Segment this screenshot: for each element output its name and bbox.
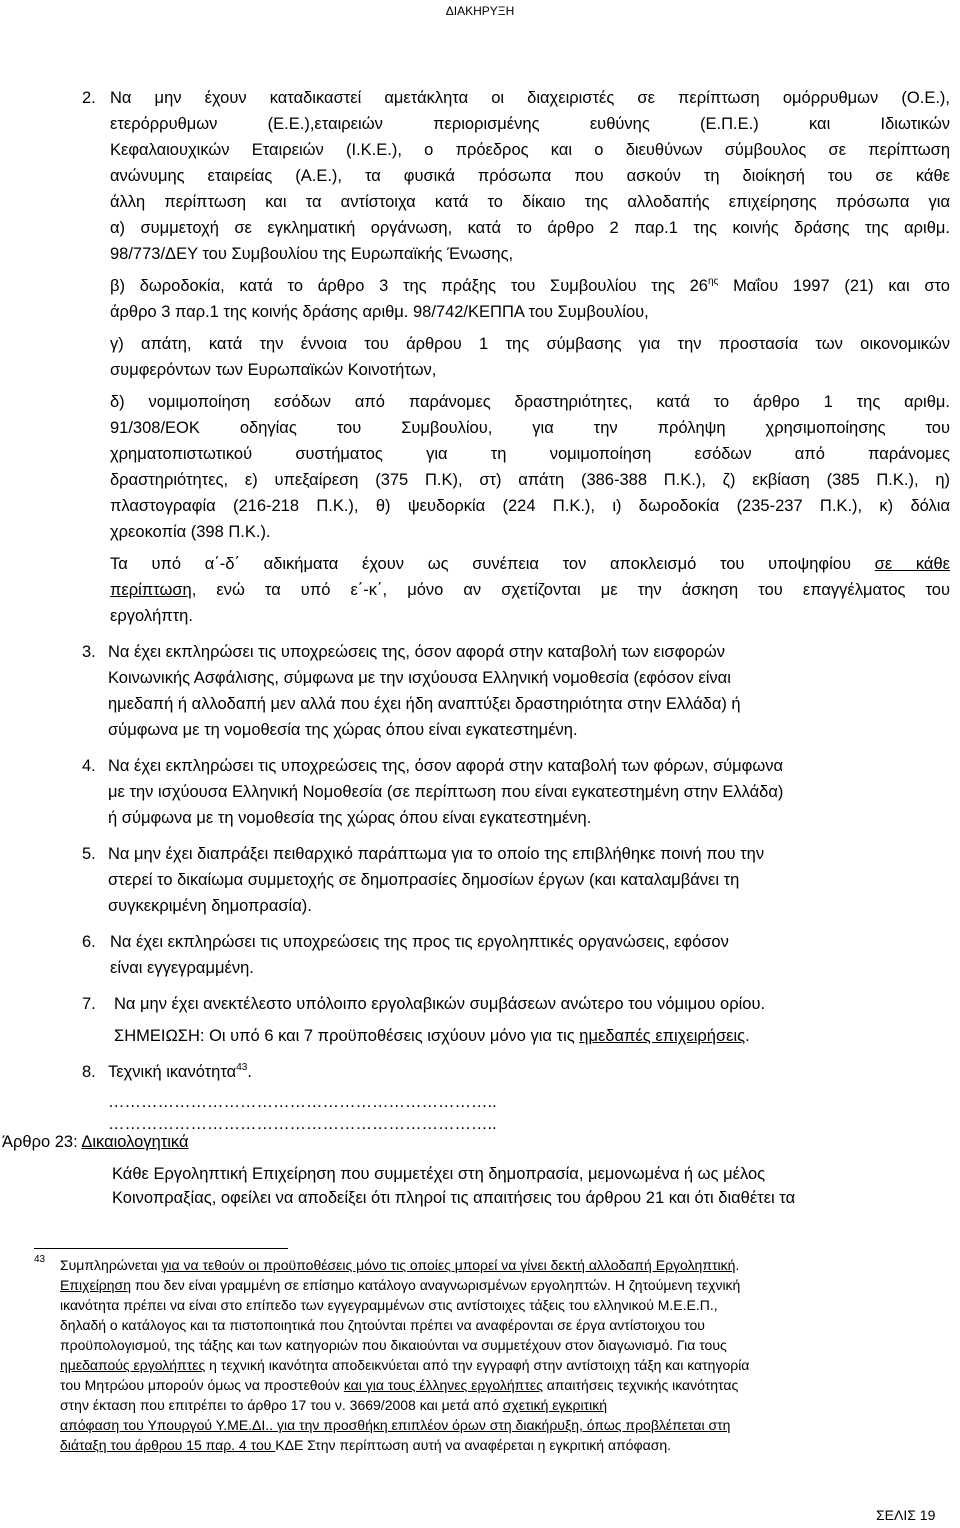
offense-d-line-5: πλαστογραφία (216-218 Π.Κ.), θ) ψευδορκία (224 Π.Κ.), ι) δωροδοκία (235-237 Π.Κ.), κ) δόλια (110, 497, 950, 515)
item-5-line-1: Να μην έχει διαπράξει πειθαρχικό παράπτωμα για το οποίο της επιβλήθηκε ποινή που την (108, 845, 765, 863)
footnote-line-5: προϋπολογισμού, της τάξης και των κατηγοριών που δικαιούνται να συμμετέχουν στον διαγωνισμό. Για τους (60, 1337, 727, 1353)
item-2-line-2: ετερόρρυθμων (Ε.Ε.),εταιρειών περιορισμένης ευθύνης (Ε.Π.Ε.) και Ιδιωτικών (110, 115, 950, 133)
footnote-line-1: Συμπληρώνεται για να τεθούν οι προϋποθέσεις μόνο τις οποίες μπορεί να γίνει δεκτή αλλοδαπή Εργοληπτική. (60, 1257, 740, 1273)
offense-d-line-6: χρεοκοπία (398 Π.Κ.). (110, 523, 271, 541)
document-header: ΔΙΑΚΗΡΥΞΗ (445, 4, 515, 18)
article-23-line-2: Κοινοπραξίας, οφείλει να αποδείξει ότι πληροί τις απαιτήσεις του άρθρου 21 και ότι διαθέτει τα (112, 1189, 796, 1207)
offense-d-line-3: χρηματοπιστωτικού συστήματος για τη νομιμοποίηση εσόδων από παράνομες (110, 445, 950, 463)
item-5-line-3: συγκεκριμένη δημοπρασία). (108, 897, 312, 915)
footnote-separator (34, 1248, 288, 1249)
footnote-line-7: του Μητρώου μπορούν όμως να προστεθούν και για τους έλληνες εργολήπτες απαιτήσεις τεχνικής ικανότητας (60, 1377, 739, 1393)
page-number: ΣΕΛΙΣ 19 (876, 1507, 936, 1523)
article-23-heading: Άρθρο 23: Δικαιολογητικά (2, 1133, 189, 1151)
offense-d-line-2: 91/308/ΕΟΚ οδηγίας του Συμβουλίου, για την πρόληψη χρησιμοποίησης του (110, 419, 950, 437)
footnote-number: 43 (34, 1254, 46, 1265)
item-6-line-1: Να έχει εκπληρώσει τις υποχρεώσεις της προς τις εργοληπτικές οργανώσεις, εφόσον (110, 933, 729, 951)
item-2-line-1: Να μην έχουν καταδικαστεί αμετάκλητα οι διαχειριστές σε περίπτωση ομόρρυθμων (Ο.Ε.), (110, 89, 950, 107)
consequence-line-2: περίπτωση, ενώ τα υπό ε΄-κ΄, μόνο αν σχετίζονται με την άσκηση του επαγγέλματος του (110, 581, 950, 599)
footnote-line-9: απόφαση του Υπουργού Υ.ΜΕ.ΔΙ.. για την προσθήκη επιπλέον όρων στη διακήρυξη, όπως προβλέπεται στη (60, 1417, 731, 1433)
footnote-line-10: διάταξη του άρθρου 15 παρ. 4 του ΚΔΕ Στην περίπτωση αυτή να αναφέρεται η εγκριτική απόφαση. (60, 1437, 672, 1453)
item-2-line-4: ανώνυμης εταιρείας (Α.Ε.), τα φυσικά πρόσωπα που ασκούν τη διοίκησή του σε κάθε (110, 167, 950, 185)
footnote-ref-43[interactable]: 43 (236, 1062, 248, 1073)
item-3-number: 3. (82, 643, 96, 661)
item-5-line-2: στερεί το δικαίωμα συμμετοχής σε δημοπρασίες δημοσίων έργων (και καταλαμβάνει τη (108, 871, 740, 889)
item-3-line-1: Να έχει εκπληρώσει τις υποχρεώσεις της, όσον αφορά στην καταβολή των εισφορών (108, 643, 725, 661)
offense-d-line-4: δραστηριότητες, ε) υπεξαίρεση (375 Π.Κ), στ) απάτη (386-388 Π.Κ.), ζ) εκβίαση (385 Π.Κ.), η) (110, 471, 950, 489)
footnote-line-6: ημεδαπούς εργολήπτες η τεχνική ικανότητα αποδεικνύεται από την εγγραφή στην αντίστοιχη τάξη και κατηγορία (60, 1357, 750, 1373)
offense-b-line-1: β) δωροδοκία, κατά το άρθρο 3 της πράξης του Συμβουλίου της $26^{\eta\varsigma}$ Μαΐου 1997 (21) και στο (110, 276, 950, 295)
item-4-line-2: με την ισχύουσα Ελληνική Νομοθεσία (σε περίπτωση που είναι εγκατεστημένη στην Ελλάδα) (108, 783, 784, 801)
offense-d-line-1: δ) νομιμοποίηση εσόδων από παράνομες δραστηριότητες, κατά το άρθρο 1 της αριθμ. (110, 393, 950, 411)
offense-c-line-1: γ) απάτη, κατά την έννοια του άρθρου 1 της σύμβασης για την προστασία των οικονομικών (110, 335, 950, 353)
item-2-line-3: Κεφαλαιουχικών Εταιρειών (Ι.Κ.Ε.), ο πρόεδρος και ο διευθύνων σύμβουλος σε περίπτωση (110, 141, 950, 159)
footnote-line-4: δηλαδή ο κατάλογος και τα πιστοποιητικά που ζητούνται πρέπει να αναφέρονται σε έργα αντίστοιχου του (60, 1317, 705, 1333)
item-7-number: 7. (82, 995, 96, 1013)
offense-b-line-2: άρθρο 3 παρ.1 της κοινής δράσης αριθμ. 98/742/ΚΕΠΠΑ του Συμβουλίου, (110, 303, 649, 321)
item-4-line-1: Να έχει εκπληρώσει τις υποχρεώσεις της, όσον αφορά στην καταβολή των φόρων, σύμφωνα (108, 757, 784, 775)
item-3-line-3: ημεδαπή ή αλλοδαπή μεν αλλά που έχει ήδη αναπτύξει δραστηριότητα στην Ελλάδα) ή (108, 695, 741, 713)
consequence-line-3: εργολήπτη. (110, 607, 193, 625)
footnote-line-3: ικανότητα πρέπει να είναι στο επίπεδο των εγγεγραμμένων στις αντίστοιχες τάξεις του ελληνικού Μ.Ε.Ε.Π., (60, 1297, 718, 1313)
footnote-line-8: στην έκταση που επιτρέπει το άρθρο 17 του ν. 3669/2008 και μετά από σχετική εγκριτική (60, 1397, 608, 1413)
item-3-line-2: Κοινωνικής Ασφάλισης, σύμφωνα με την ισχύουσα Ελληνική νομοθεσία (εφόσον είναι (108, 669, 731, 687)
offense-a-line-1: α) συμμετοχή σε εγκληματική οργάνωση, κατά το άρθρο 2 παρ.1 της κοινής δράσης της αριθμ. (110, 219, 950, 237)
footnote-line-2: Επιχείρηση που δεν είναι γραμμένη σε επίσημο κατάλογο αναγνωρισμένων εργοληπτών. Η ζητούμενη τεχνική (60, 1277, 741, 1293)
dotted-line-1: …………………………………………………………….. (108, 1093, 497, 1111)
item-2-line-5: άλλη περίπτωση και τα αντίστοιχα κατά το δίκαιο της αλλοδαπής επιχείρησης πρόσωπα για (110, 193, 950, 211)
article-23-line-1: Κάθε Εργοληπτική Επιχείρηση που συμμετέχει στη δημοπρασία, μεμονωμένα ή ως μέλος (112, 1165, 766, 1183)
item-4-line-3: ή σύμφωνα με τη νομοθεσία της χώρας όπου είναι εγκατεστημένη. (108, 809, 592, 827)
item-8-text: Τεχνική ικανότητα$^{43}$. (108, 1062, 252, 1081)
item-2-number: 2. (82, 89, 96, 107)
item-7-line: Να μην έχει ανεκτέλεστο υπόλοιπο εργολαβικών συμβάσεων ανώτερο του νόμιμου ορίου. (114, 995, 766, 1013)
note-line: ΣΗΜΕΙΩΣΗ: Οι υπό 6 και 7 προϋποθέσεις ισχύουν μόνο για τις ημεδαπές επιχειρήσεις. (114, 1027, 750, 1045)
item-6-number: 6. (82, 933, 96, 951)
consequence-line-1: Τα υπό α΄-δ΄ αδικήματα έχουν ως συνέπεια τον αποκλεισμό του υποψηφίου σε κάθε (110, 555, 950, 573)
dotted-line-2: …………………………………………………………….. (108, 1115, 497, 1133)
offense-c-line-2: συμφερόντων των Ευρωπαϊκών Κοινοτήτων, (110, 361, 437, 379)
item-4-number: 4. (82, 757, 96, 775)
item-8-number: 8. (82, 1063, 96, 1081)
item-6-line-2: είναι εγγεγραμμένη. (110, 959, 254, 977)
item-5-number: 5. (82, 845, 96, 863)
offense-a-line-2: 98/773/ΔΕΥ του Συμβουλίου της Ευρωπαϊκής Ένωσης, (110, 245, 514, 263)
item-3-line-4: σύμφωνα με τη νομοθεσία της χώρας όπου είναι εγκατεστημένη. (108, 721, 578, 739)
